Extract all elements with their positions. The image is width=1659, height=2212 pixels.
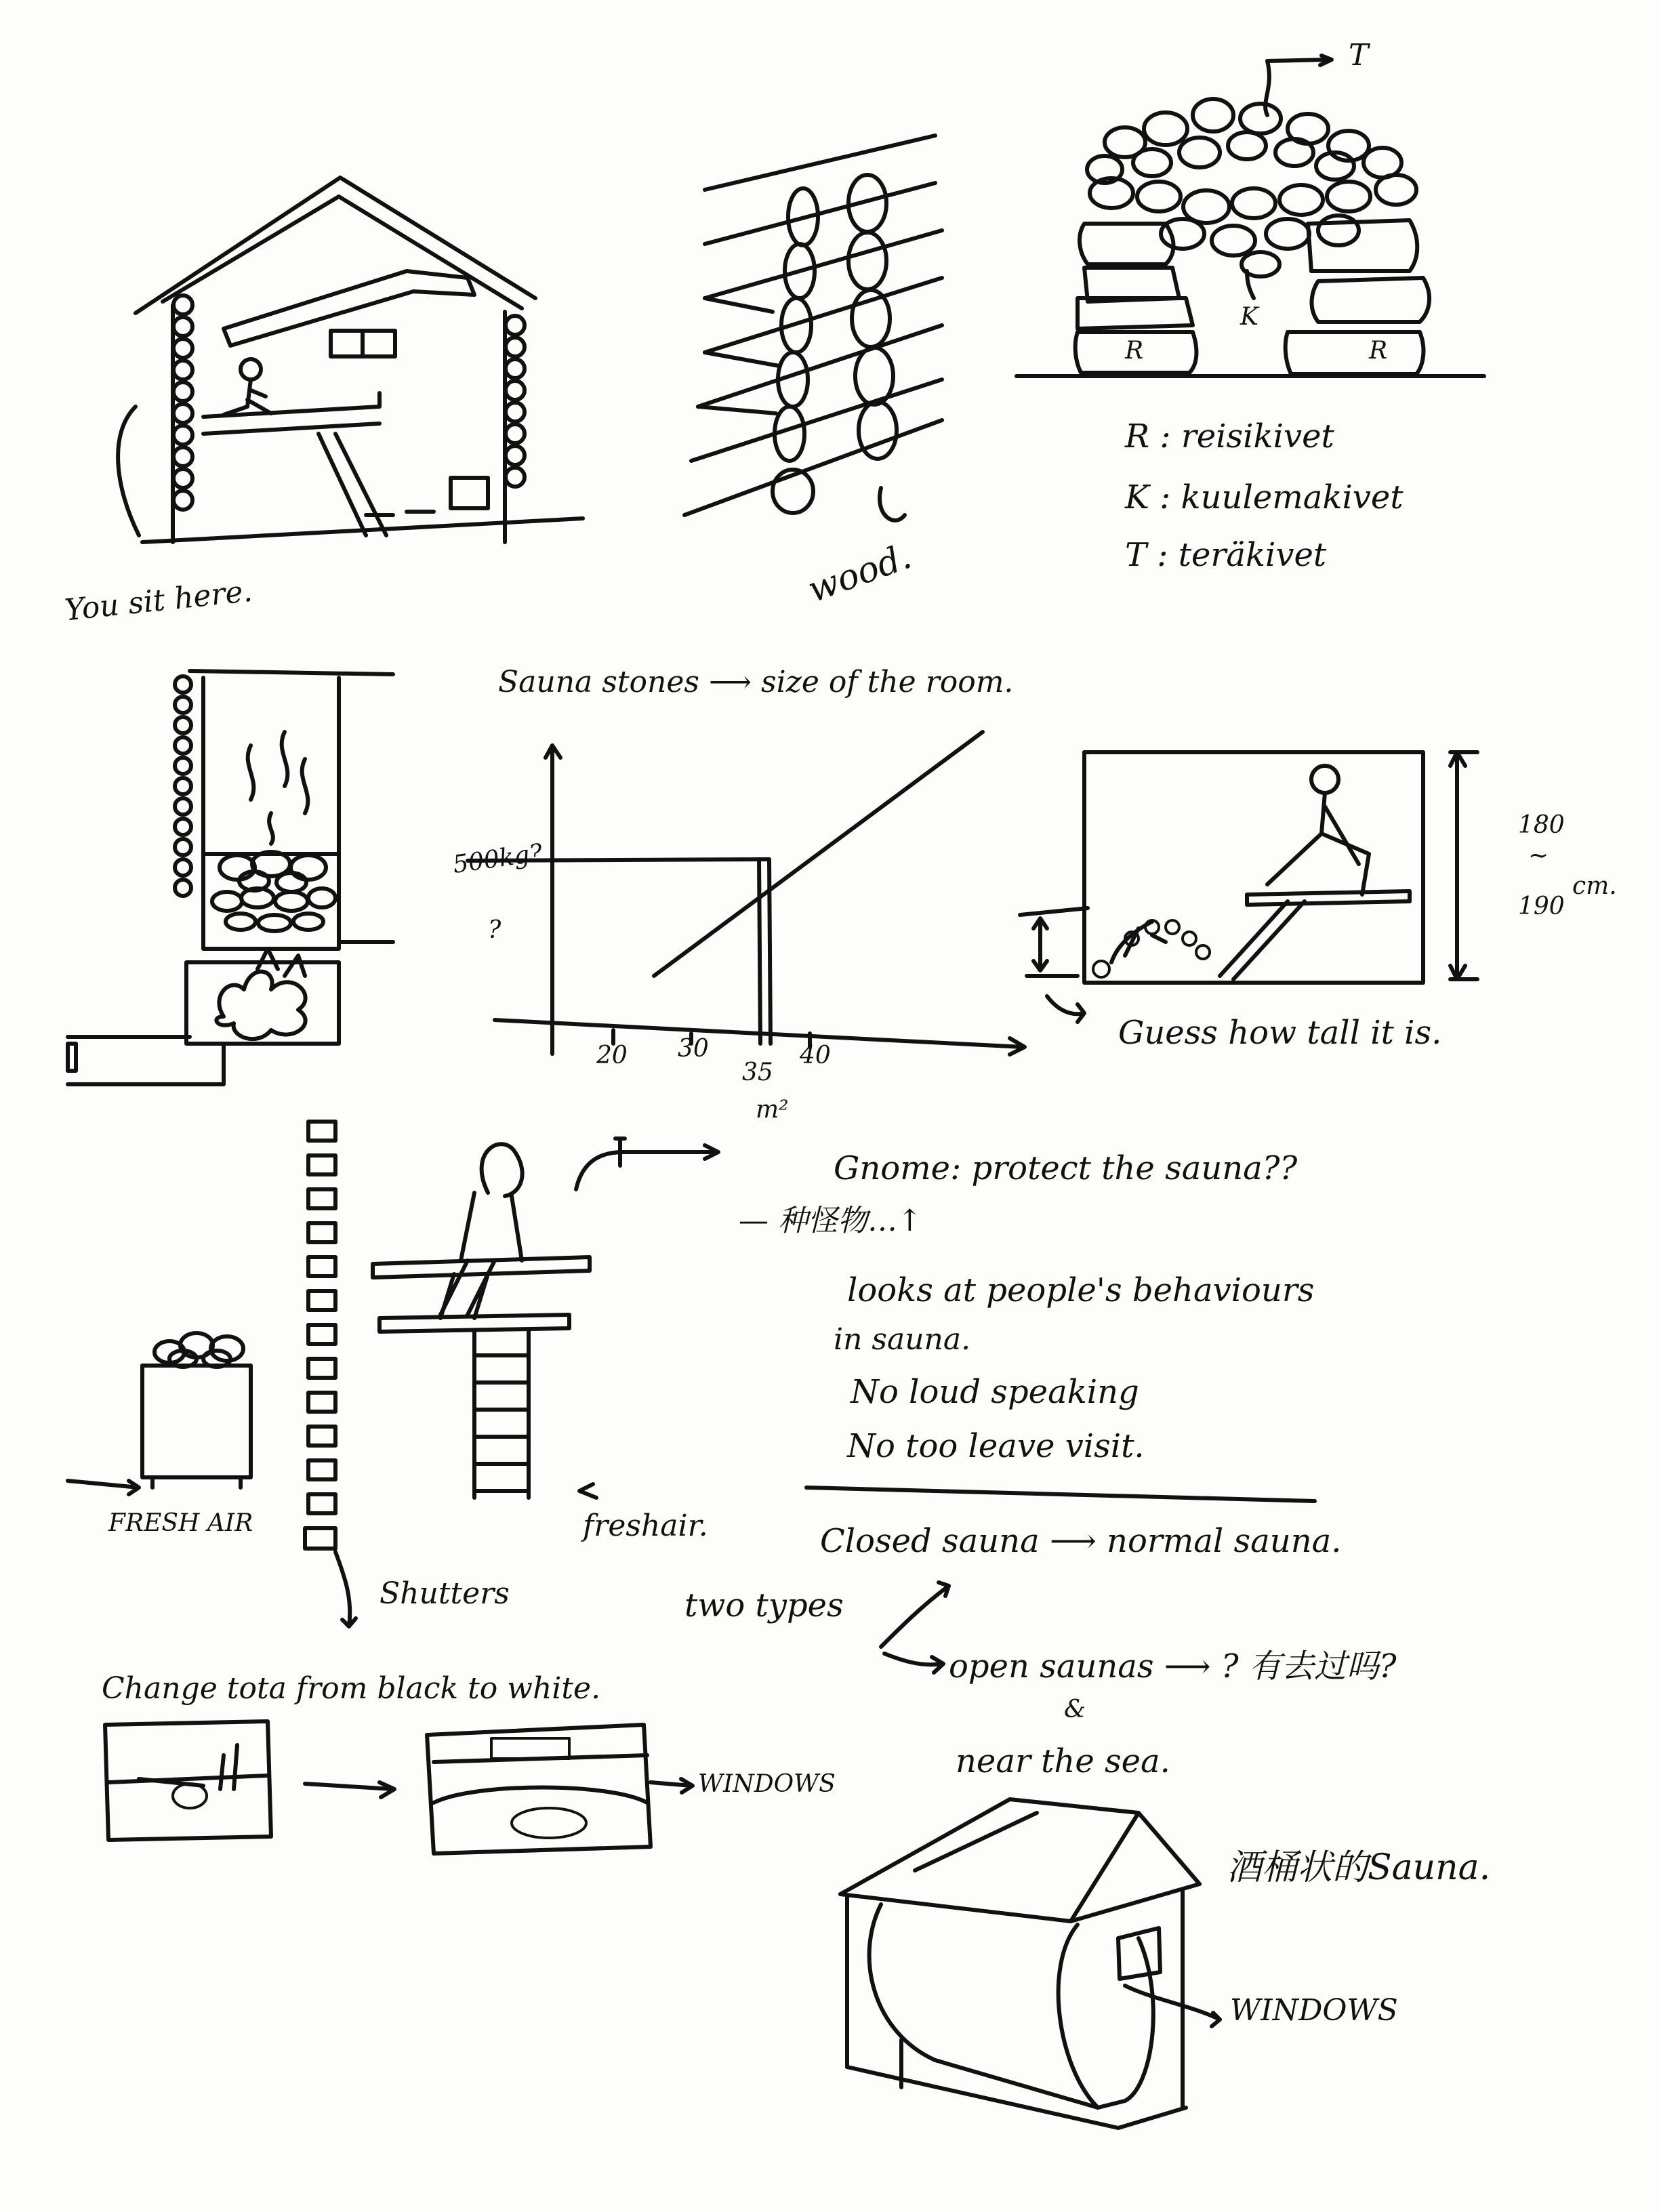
stove-sketch	[68, 671, 393, 1084]
graph-tick-35: 35	[742, 1059, 773, 1086]
note-barrel-sauna: 酒桶状的Sauna.	[1227, 1847, 1491, 1888]
stove-box-sketch	[68, 1333, 251, 1494]
log-wall-sketch	[684, 136, 942, 520]
graph-tick-40: 40	[800, 1042, 831, 1069]
graph-sketch	[468, 732, 1025, 1054]
divider-line	[806, 1488, 1315, 1501]
note-sauna-stones: Sauna stones ⟶ size of the room.	[498, 665, 1014, 699]
barrel-sauna-sketch	[840, 1799, 1220, 2128]
graph-kg-label: 500kg?	[451, 838, 545, 880]
legend-t: T : teräkivet	[1125, 536, 1327, 574]
height-unit: cm.	[1572, 872, 1617, 900]
note-no-loud: No loud speaking	[851, 1373, 1139, 1411]
label-shutters: Shutters	[380, 1576, 510, 1611]
bench-height-sketch	[1020, 752, 1477, 1022]
legend-r: R : reisikivet	[1125, 417, 1334, 455]
height-tilde: ~	[1528, 842, 1549, 869]
graph-tick-20: 20	[596, 1042, 628, 1069]
note-no-leave: No too leave visit.	[847, 1427, 1145, 1465]
label-windows-1: WINDOWS	[698, 1770, 836, 1798]
ladder-bench-sketch	[373, 1139, 718, 1498]
note-near-sea: near the sea.	[956, 1742, 1170, 1780]
note-two-types: two types	[684, 1586, 844, 1624]
label-fresh-air-2: freshair.	[583, 1509, 708, 1543]
shutters-sketch	[305, 1122, 356, 1626]
tota-before-sketch	[105, 1721, 271, 1840]
tota-arrow	[305, 1782, 394, 1797]
stone-label-r1: R	[1125, 337, 1144, 365]
note-gnome-cn: — 种怪物…↑	[739, 1204, 922, 1238]
note-wood: wood.	[802, 535, 917, 611]
note-looks: looks at people's behaviours	[847, 1271, 1315, 1309]
graph-unit-m2: m²	[756, 1096, 789, 1124]
tota-after-sketch	[427, 1725, 693, 1853]
note-closed-sauna: Closed sauna ⟶ normal sauna.	[820, 1522, 1342, 1560]
note-ampersand: &	[1064, 1696, 1086, 1723]
stone-label-t: T	[1349, 38, 1369, 73]
note-guess: Guess how tall it is.	[1118, 1014, 1442, 1052]
label-windows-2: WINDOWS	[1230, 1993, 1398, 2028]
legend-k: K : kuulemakivet	[1125, 478, 1404, 516]
stone-label-k: K	[1240, 303, 1258, 331]
stone-label-r2: R	[1369, 337, 1388, 365]
graph-question: ?	[488, 916, 501, 944]
note-in-sauna: in sauna.	[834, 1322, 971, 1357]
height-top: 180	[1518, 811, 1565, 839]
note-change-tota: Change tota from black to white.	[102, 1671, 601, 1706]
cabin-sketch	[118, 178, 583, 542]
note-gnome: Gnome: protect the sauna??	[834, 1149, 1298, 1187]
height-bottom: 190	[1518, 893, 1565, 920]
types-arrows	[881, 1582, 949, 1673]
graph-tick-30: 30	[678, 1035, 709, 1063]
note-open-saunas: open saunas ⟶ ? 有去过吗?	[949, 1647, 1397, 1685]
note-you-sit-here: You sit here.	[63, 573, 254, 628]
label-fresh-air: FRESH AIR	[108, 1509, 253, 1537]
